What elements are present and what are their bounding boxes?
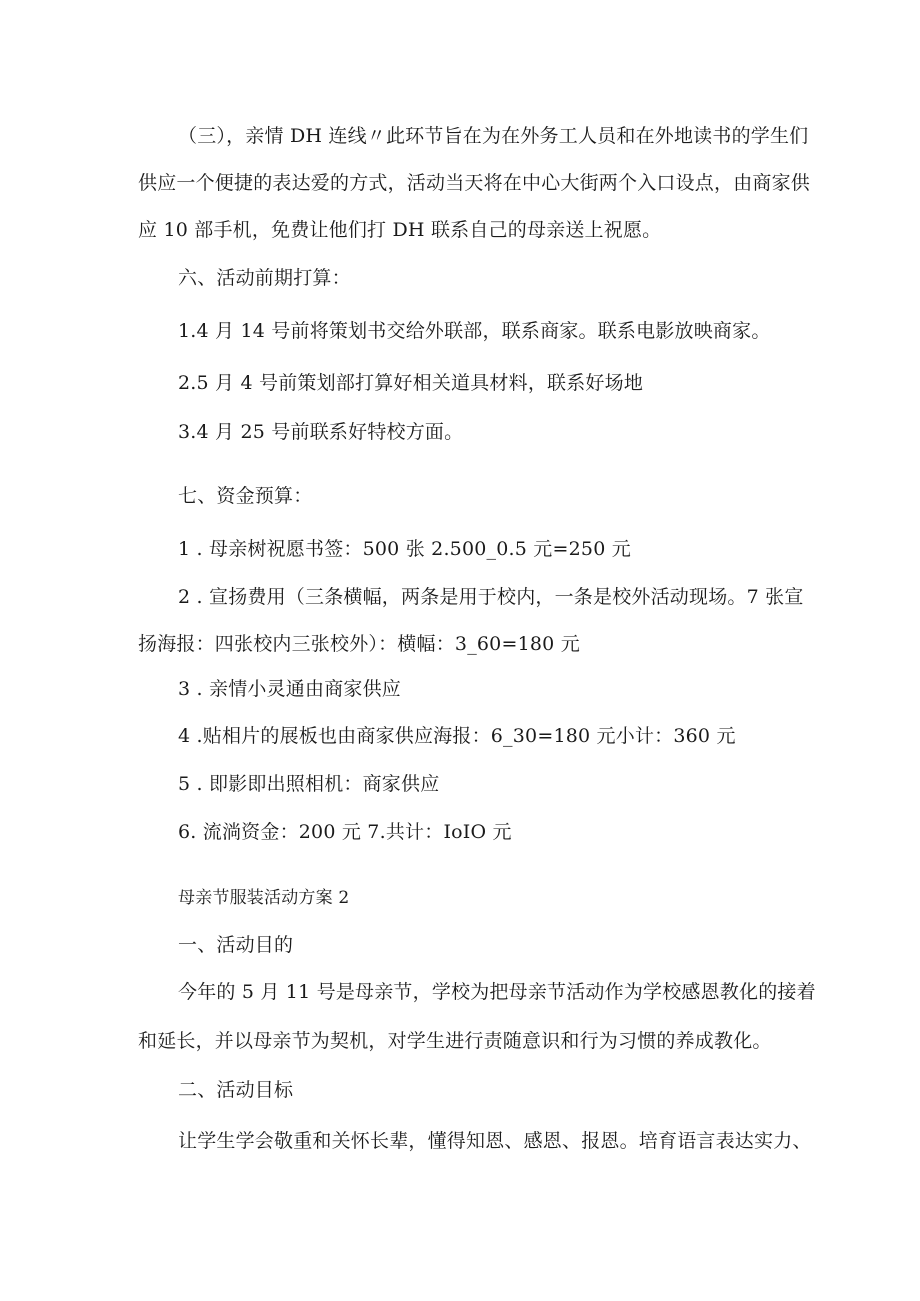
section-heading: 一、活动目的 (178, 934, 294, 956)
list-item: 1 . 母亲树祝愿书签：500 张 2.500_0.5 元=250 元 (178, 538, 631, 560)
list-item: 6. 流淌资金：200 元 7.共计：IoIO 元 (178, 821, 512, 843)
paragraph-line: 和延长，并以母亲节为契机，对学生进行责随意识和行为习惯的养成教化。 (138, 1030, 772, 1052)
section-heading: 二、活动目标 (178, 1079, 294, 1101)
list-item: 1.4 月 14 号前将策划书交给外联部，联系商家。联系电影放映商家。 (178, 320, 771, 342)
document-title: 母亲节服装活动方案 2 (178, 888, 350, 908)
list-item: 5 . 即影即出照相机：商家供应 (178, 773, 440, 795)
section-heading: 六、活动前期打算： (178, 267, 351, 289)
list-item: 3.4 月 25 号前联系好特校方面。 (178, 421, 464, 443)
list-item: 3 . 亲情小灵通由商家供应 (178, 678, 402, 700)
paragraph-line: （三），亲情 DH 连线〃此环节旨在为在外务工人员和在外地读书的学生们 (178, 125, 809, 147)
list-item: 4 .贴相片的展板也由商家供应海报：6_30=180 元小计：360 元 (178, 725, 736, 747)
list-item: 2.5 月 4 号前策划部打算好相关道具材料，联系好场地 (178, 372, 644, 394)
list-item: 2 . 宣扬费用（三条横幅，两条是用于校内，一条是校外活动现场。7 张宣 (178, 586, 804, 608)
paragraph-line: 供应一个便捷的表达爱的方式，活动当天将在中心大街两个入口设点，由商家供 (138, 172, 811, 194)
list-item-continuation: 扬海报：四张校内三张校外）：横幅：3_60=180 元 (138, 633, 580, 655)
paragraph-line: 让学生学会敬重和关怀长辈，懂得知恩、感恩、报恩。培育语言表达实力、 (178, 1130, 812, 1152)
paragraph-line: 应 10 部手机，免费让他们打 DH 联系自己的母亲送上祝愿。 (138, 219, 662, 241)
paragraph-line: 今年的 5 月 11 号是母亲节，学校为把母亲节活动作为学校感恩教化的接着 (178, 981, 816, 1003)
section-heading: 七、资金预算： (178, 485, 313, 507)
